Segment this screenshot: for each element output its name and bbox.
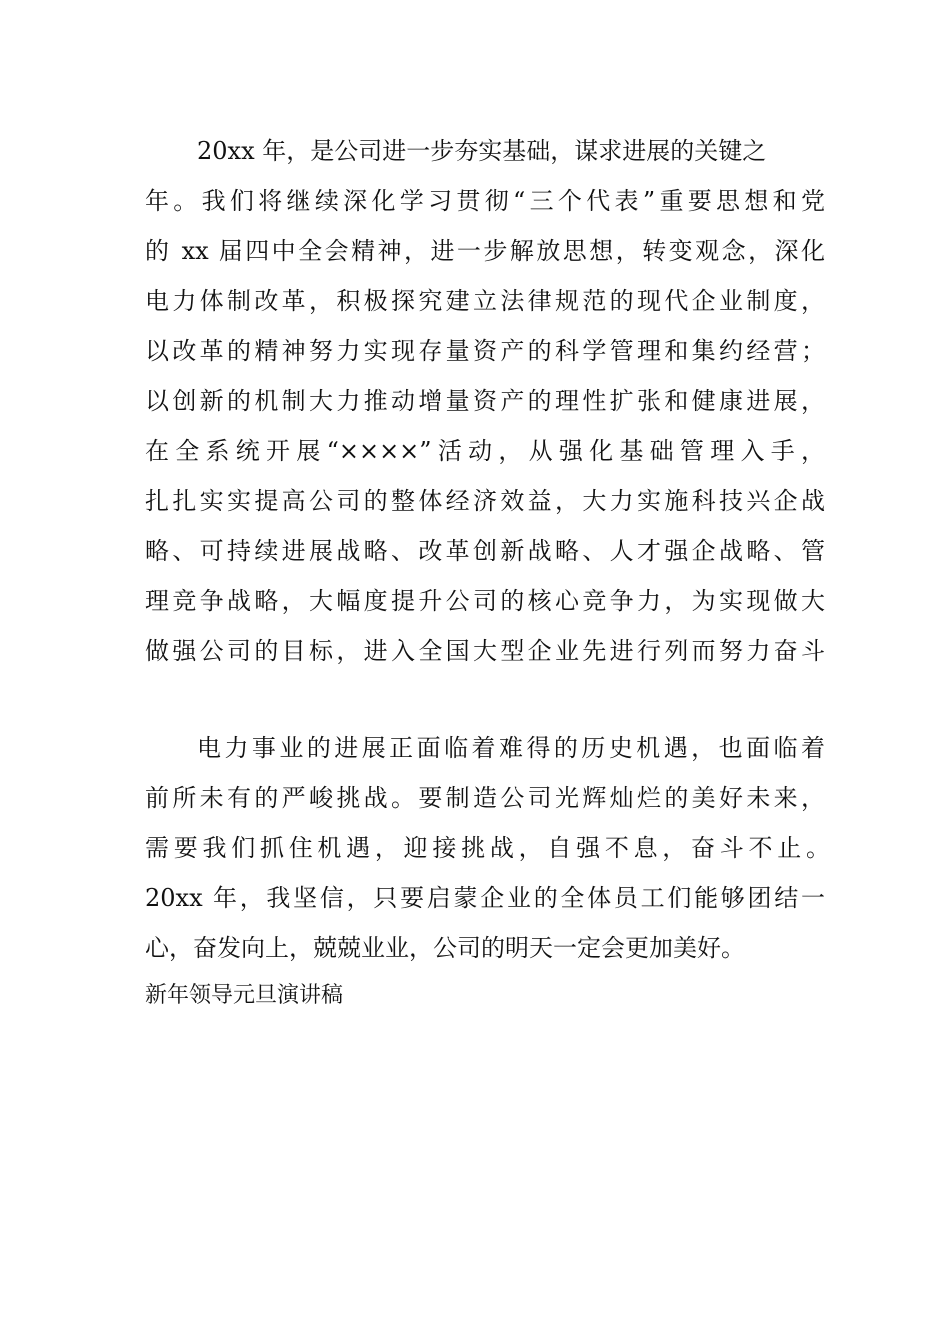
paragraph-1-line-8: 扎扎实实提高公司的整体经济效益，大力实施科技兴企战	[145, 487, 825, 515]
paragraph-1-line-11: 做强公司的目标，进入全国大型企业先进行列而努力奋斗	[145, 637, 825, 665]
paragraph-1-line-7: 在全系统开展“××××”活动，从强化基础管理入手，	[145, 437, 825, 465]
paragraph-2-line-1: 电力事业的进展正面临着难得的历史机遇，也面临着	[197, 734, 825, 762]
paragraph-2-line-5: 心，奋发向上，兢兢业业，公司的明天一定会更加美好。	[145, 934, 745, 962]
paragraph-2-line-2: 前所未有的严峻挑战。要制造公司光辉灿烂的美好未来，	[145, 784, 825, 812]
paragraph-2-line-4: 20xx 年，我坚信，只要启蒙企业的全体员工们能够团结一	[145, 884, 825, 912]
paragraph-1-line-3: 的 xx 届四中全会精神，进一步解放思想，转变观念，深化	[145, 237, 825, 265]
paragraph-1-line-5: 以改革的精神努力实现存量资产的科学管理和集约经营；	[145, 337, 825, 365]
paragraph-1-line-2: 年。我们将继续深化学习贯彻“三个代表”重要思想和党	[145, 187, 825, 215]
paragraph-2-line-3: 需要我们抓住机遇，迎接挑战，自强不息，奋斗不止。	[145, 834, 830, 862]
document-title: 新年领导元旦演讲稿	[145, 983, 344, 1008]
paragraph-1-line-1: 20xx 年，是公司进一步夯实基础，谋求进展的关键之	[197, 137, 767, 165]
paragraph-1-line-6: 以创新的机制大力推动增量资产的理性扩张和健康进展，	[145, 387, 825, 415]
paragraph-1-line-4: 电力体制改革，积极探究建立法律规范的现代企业制度，	[145, 287, 825, 315]
paragraph-1-line-10: 理竞争战略，大幅度提升公司的核心竞争力，为实现做大	[145, 587, 825, 615]
paragraph-1-line-9: 略、可持续进展战略、改革创新战略、人才强企战略、管	[145, 537, 825, 565]
